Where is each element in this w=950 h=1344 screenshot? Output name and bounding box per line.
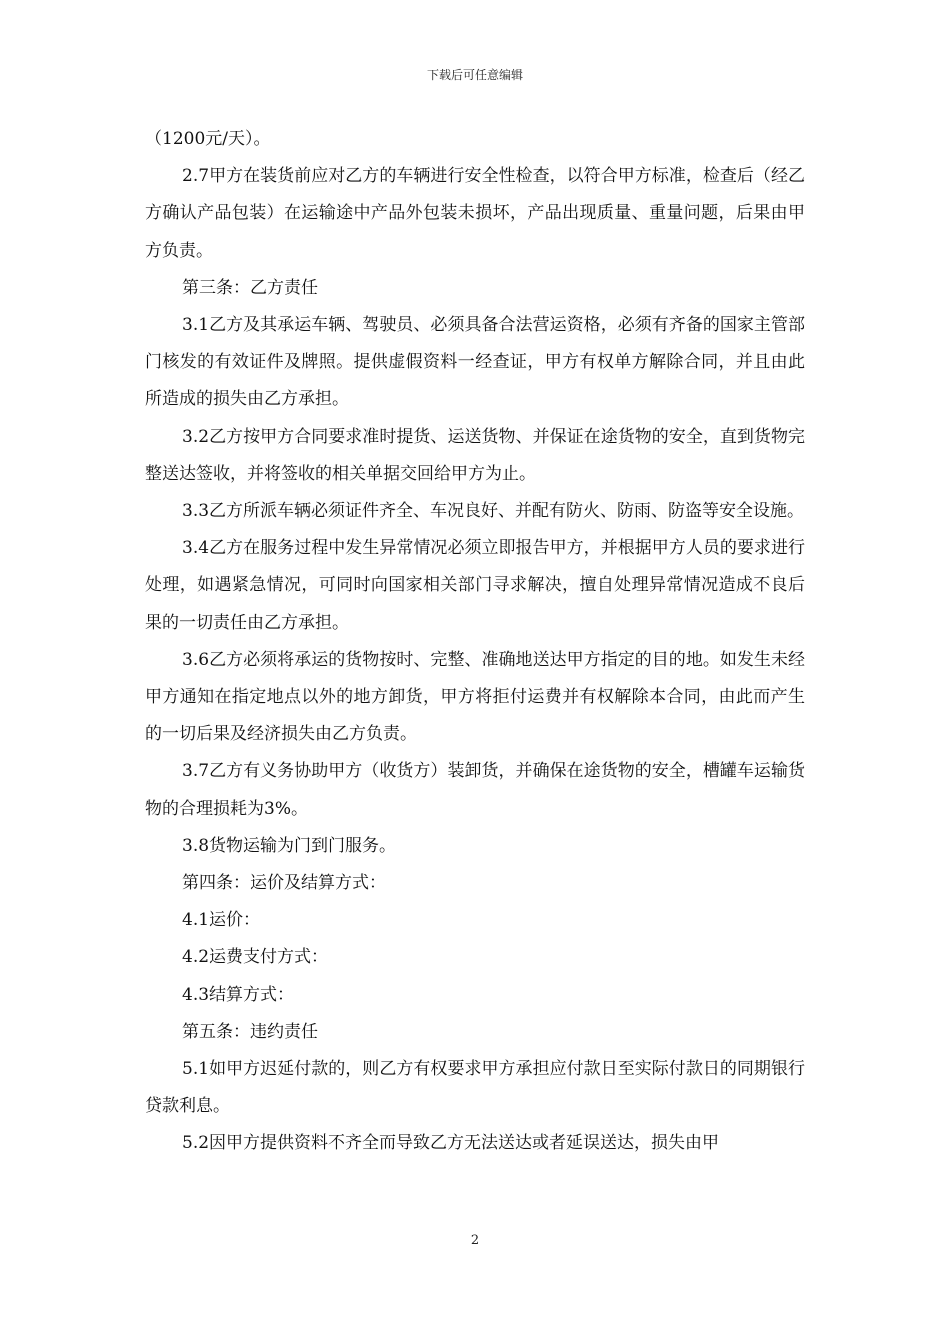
clause-3-3: 3.3乙方所派车辆必须证件齐全、车况良好、并配有防火、防雨、防盗等安全设施。 [182, 501, 805, 522]
clause-3-2: 3.2乙方按甲方合同要求准时提货、运送货物、并保证在途货物的安全，直到货物完整送达签收，并将签收的相关单据交回给甲方为止。 [145, 426, 805, 484]
clause-4-3: 4.3结算方式： [182, 984, 295, 1005]
paragraph-continuation: （1200元/天）。 [145, 129, 271, 149]
clause-5-2: 5.2因甲方提供资料不齐全而导致乙方无法送达或者延误送达，损失由甲 [182, 1133, 720, 1154]
document-body [145, 121, 805, 1163]
page-number: 2 [470, 1233, 480, 1248]
clause-4-1: 4.1运价： [182, 910, 261, 931]
clause-5-1: 5.1如甲方迟延付款的，则乙方有权要求甲方承担应付款日至实际付款日的同期银行贷款利息。 [145, 1059, 805, 1117]
clause-3-8: 3.8货物运输为门到门服务。 [182, 835, 397, 856]
clause-3-6: 3.6乙方必须将承运的货物按时、完整、准确地送达甲方指定的目的地。如发生未经甲方通知在指定地点以外的地方卸货，甲方将拒付运费并有权解除本合同，由此而产生的一切后果及经济损失由乙方负责。 [145, 649, 805, 745]
clause-3-4: 3.4乙方在服务过程中发生异常情况必须立即报告甲方，并根据甲方人员的要求进行处理，如遇紧急情况，可同时向国家相关部门寻求解决，擅自处理异常情况造成不良后果的一切责任由乙方承担。 [145, 538, 805, 633]
clause-3-7: 3.7乙方有义务协助甲方（收货方）装卸货，并确保在途货物的安全，槽罐车运输货物的合理损耗为3%。 [145, 761, 805, 819]
section-heading-3: 第三条：乙方责任 [182, 277, 318, 298]
clause-2-7: 2.7甲方在装货前应对乙方的车辆进行安全性检查，以符合甲方标准，检查后（经乙方确认产品包装）在运输途中产品外包装未损坏，产品出现质量、重量问题，后果由甲方负责。 [145, 166, 805, 261]
section-heading-5: 第五条：违约责任 [182, 1021, 318, 1042]
clause-3-1: 3.1乙方及其承运车辆、驾驶员、必须具备合法营运资格，必须有齐备的国家主管部门核发的有效证件及牌照。提供虚假资料一经查证，甲方有权单方解除合同，并且由此所造成的损失由乙方承担。 [145, 315, 805, 410]
section-heading-4: 第四条：运价及结算方式： [182, 873, 386, 894]
clause-4-2: 4.2运费支付方式： [182, 947, 329, 968]
page-header-note: 下载后可任意编辑 [426, 68, 523, 82]
